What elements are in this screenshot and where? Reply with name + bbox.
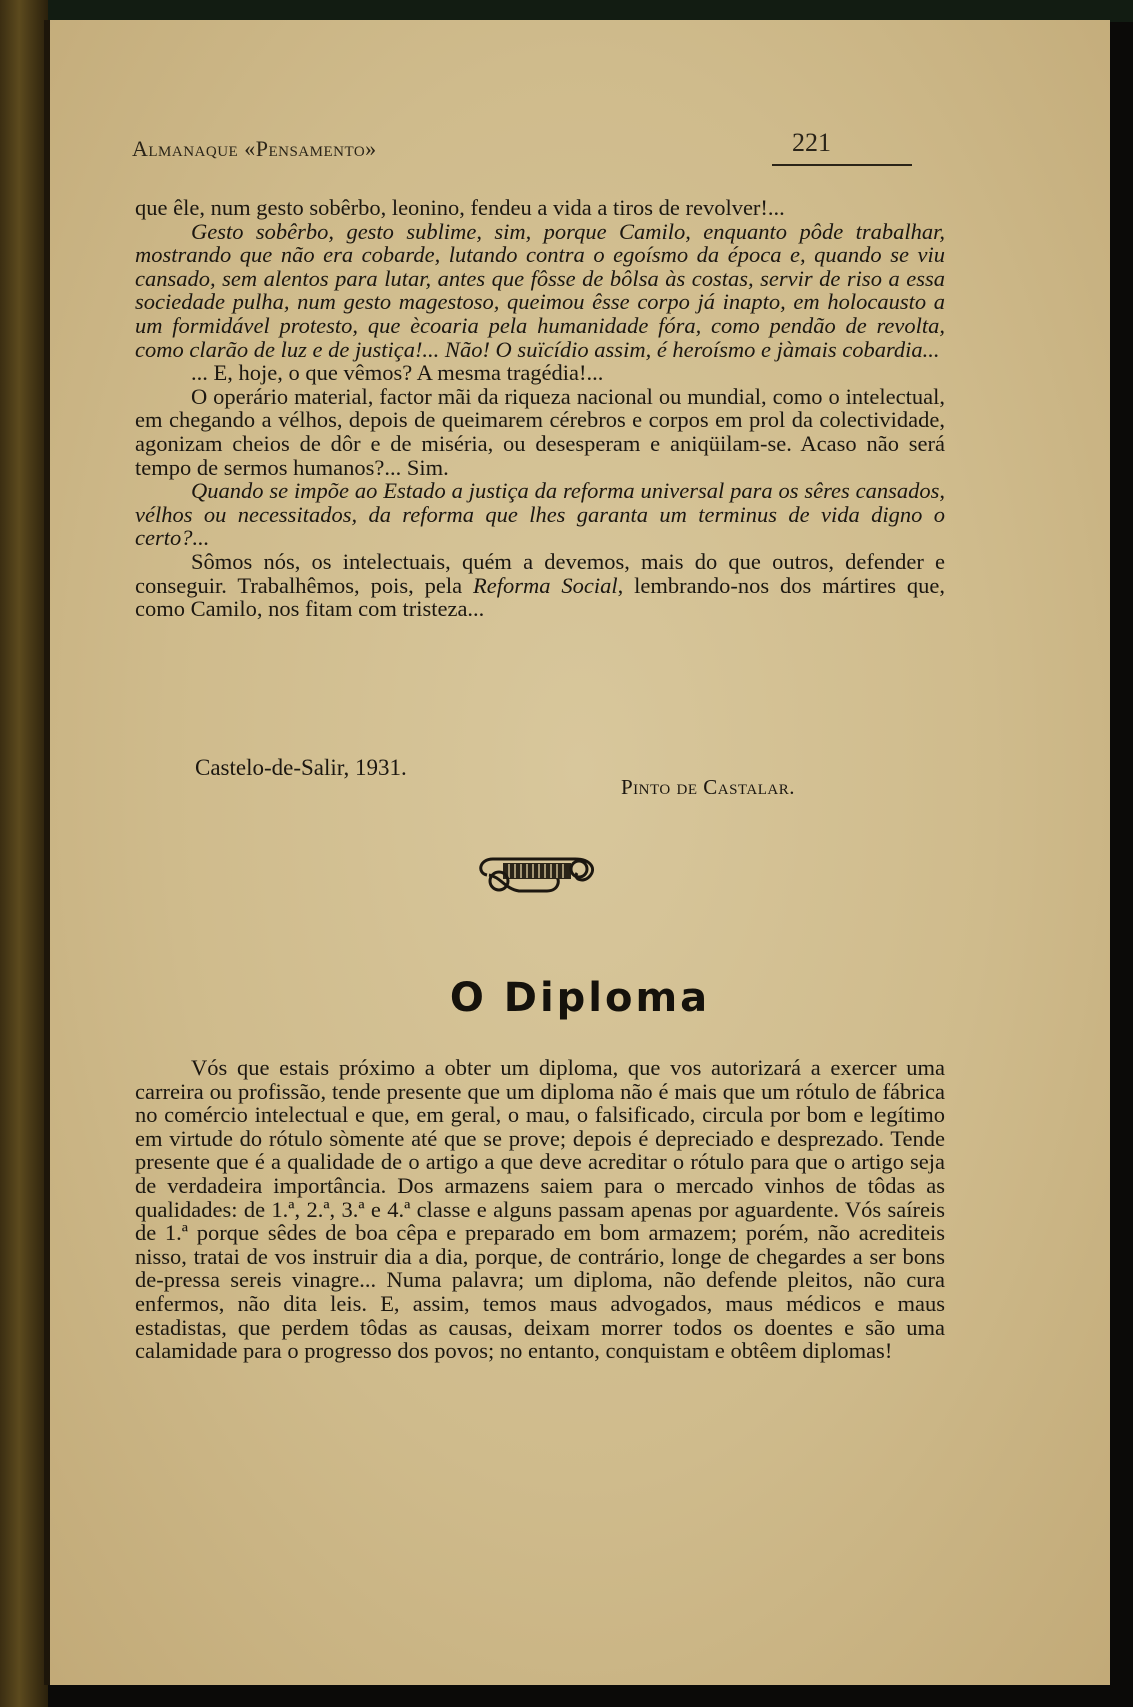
page-number: 221 <box>792 128 831 157</box>
paragraph-3: ... E, hoje, o que vêmos? A mesma tragédia!... <box>191 360 604 386</box>
paragraph-6-part1: Sômos nós, os intelectuais, quém a devemos, mais do que outros, defender e conseguir. Trabalhêmos, pois, pela <box>135 548 945 598</box>
paragraph-2: Gesto sobêrbo, gesto sublime, sim, porque Camilo, enquanto pôde trabalhar, mostrando que não era cobarde, lutando contra o egoísmo da época e, quando se viu cansado, sem alentos para lutar, antes que fôsse de bôlsa às costas, servir de riso a essa sociedade pulha, num gesto magestoso, queimou êsse corpo já inapto, em holocausto a um formidável protesto, que ècoaria pela humanidade fóra, como pendão de revolta, como clarão de luz e de justiça!... Não! O suïcídio assim, é heroísmo e jàmais cobardia... <box>135 218 945 362</box>
scroll-ornament-icon <box>475 845 600 905</box>
header-rule <box>772 164 912 166</box>
book-spine <box>0 0 48 1707</box>
paragraph-6-part2: , lembrando-nos dos mártires que, como Camilo, nos fitam com tristeza... <box>135 572 945 622</box>
article-continuation <box>135 196 945 621</box>
signature-row <box>135 755 945 805</box>
paragraph-1: que êle, num gesto sobêrbo, leonino, fendeu a vida a tiros de revolver!... <box>135 195 785 220</box>
paragraph-4: O operário material, factor mãi da riqueza nacional ou mundial, como o intelectual, em chegando a vélhos, depois de queimarem cérebros e corpos em prol da colectividade, agonizam cheios de dôr e de miséria, ou desesperam e aniqüilam-se. Acaso não será tempo de sermos humanos?... Sim. <box>135 383 945 480</box>
book-page <box>50 20 1110 1685</box>
paragraph-6 <box>135 550 945 621</box>
paragraph-5: Quando se impõe ao Estado a justiça da reforma universal para os sêres cansados, vélhos ou necessitados, da reforma que lhes garanta um terminus de vida digno o certo?... <box>135 478 945 551</box>
diploma-paragraph: Vós que estais próximo a obter um diploma, que vos autorizará a exercer uma carreira ou profissão, tende presente que um diploma não é mais que um rótulo de fábrica no comércio intelectual e que, em geral, o mau, o falsificado, circula por bom e legítimo em virtude do rótulo sòmente até que se prove; depois é depreciado e desprezado. Tende presente que é a qualidade de o artigo a que deve acreditar o rótulo para que o artigo seja de verdadeira importância. Dos armazens saiem para o mercado vinhos de tôdas as qualidades: de 1.ª, 2.ª, 3.ª e 4.ª classe e alguns passam apenas por aguardente. Vós saíreis de 1.ª porque sêdes de boa cêpa e preparado em bom armazem; porém, não acrediteis nisso, tratai de vos instruir dia a dia, porque, de contrário, longe de chegardes a ser bons de-pressa sereis vinagre... Numa palavra; um diploma, não defende pleitos, não cura enfermos, não dita leis. E, assim, temos maus advogados, maus médicos e maus estadistas, que perdem tôdas as causas, deixam morrer todos os doentes e são uma calamidade para o progresso dos povos; no entanto, conquistam e obtêem diplomas! <box>135 1055 945 1364</box>
running-head <box>132 128 942 168</box>
diploma-article <box>135 1056 945 1363</box>
reforma-social-emphasis: Reforma Social <box>473 572 618 598</box>
running-title: Almanaque «Pensamento» <box>132 136 377 161</box>
section-title: O Diploma <box>449 975 711 1021</box>
place-date: Castelo-de-Salir, 1931. <box>195 755 407 780</box>
author-signature: Pinto de Castalar. <box>621 775 795 799</box>
top-edge <box>0 0 1133 22</box>
